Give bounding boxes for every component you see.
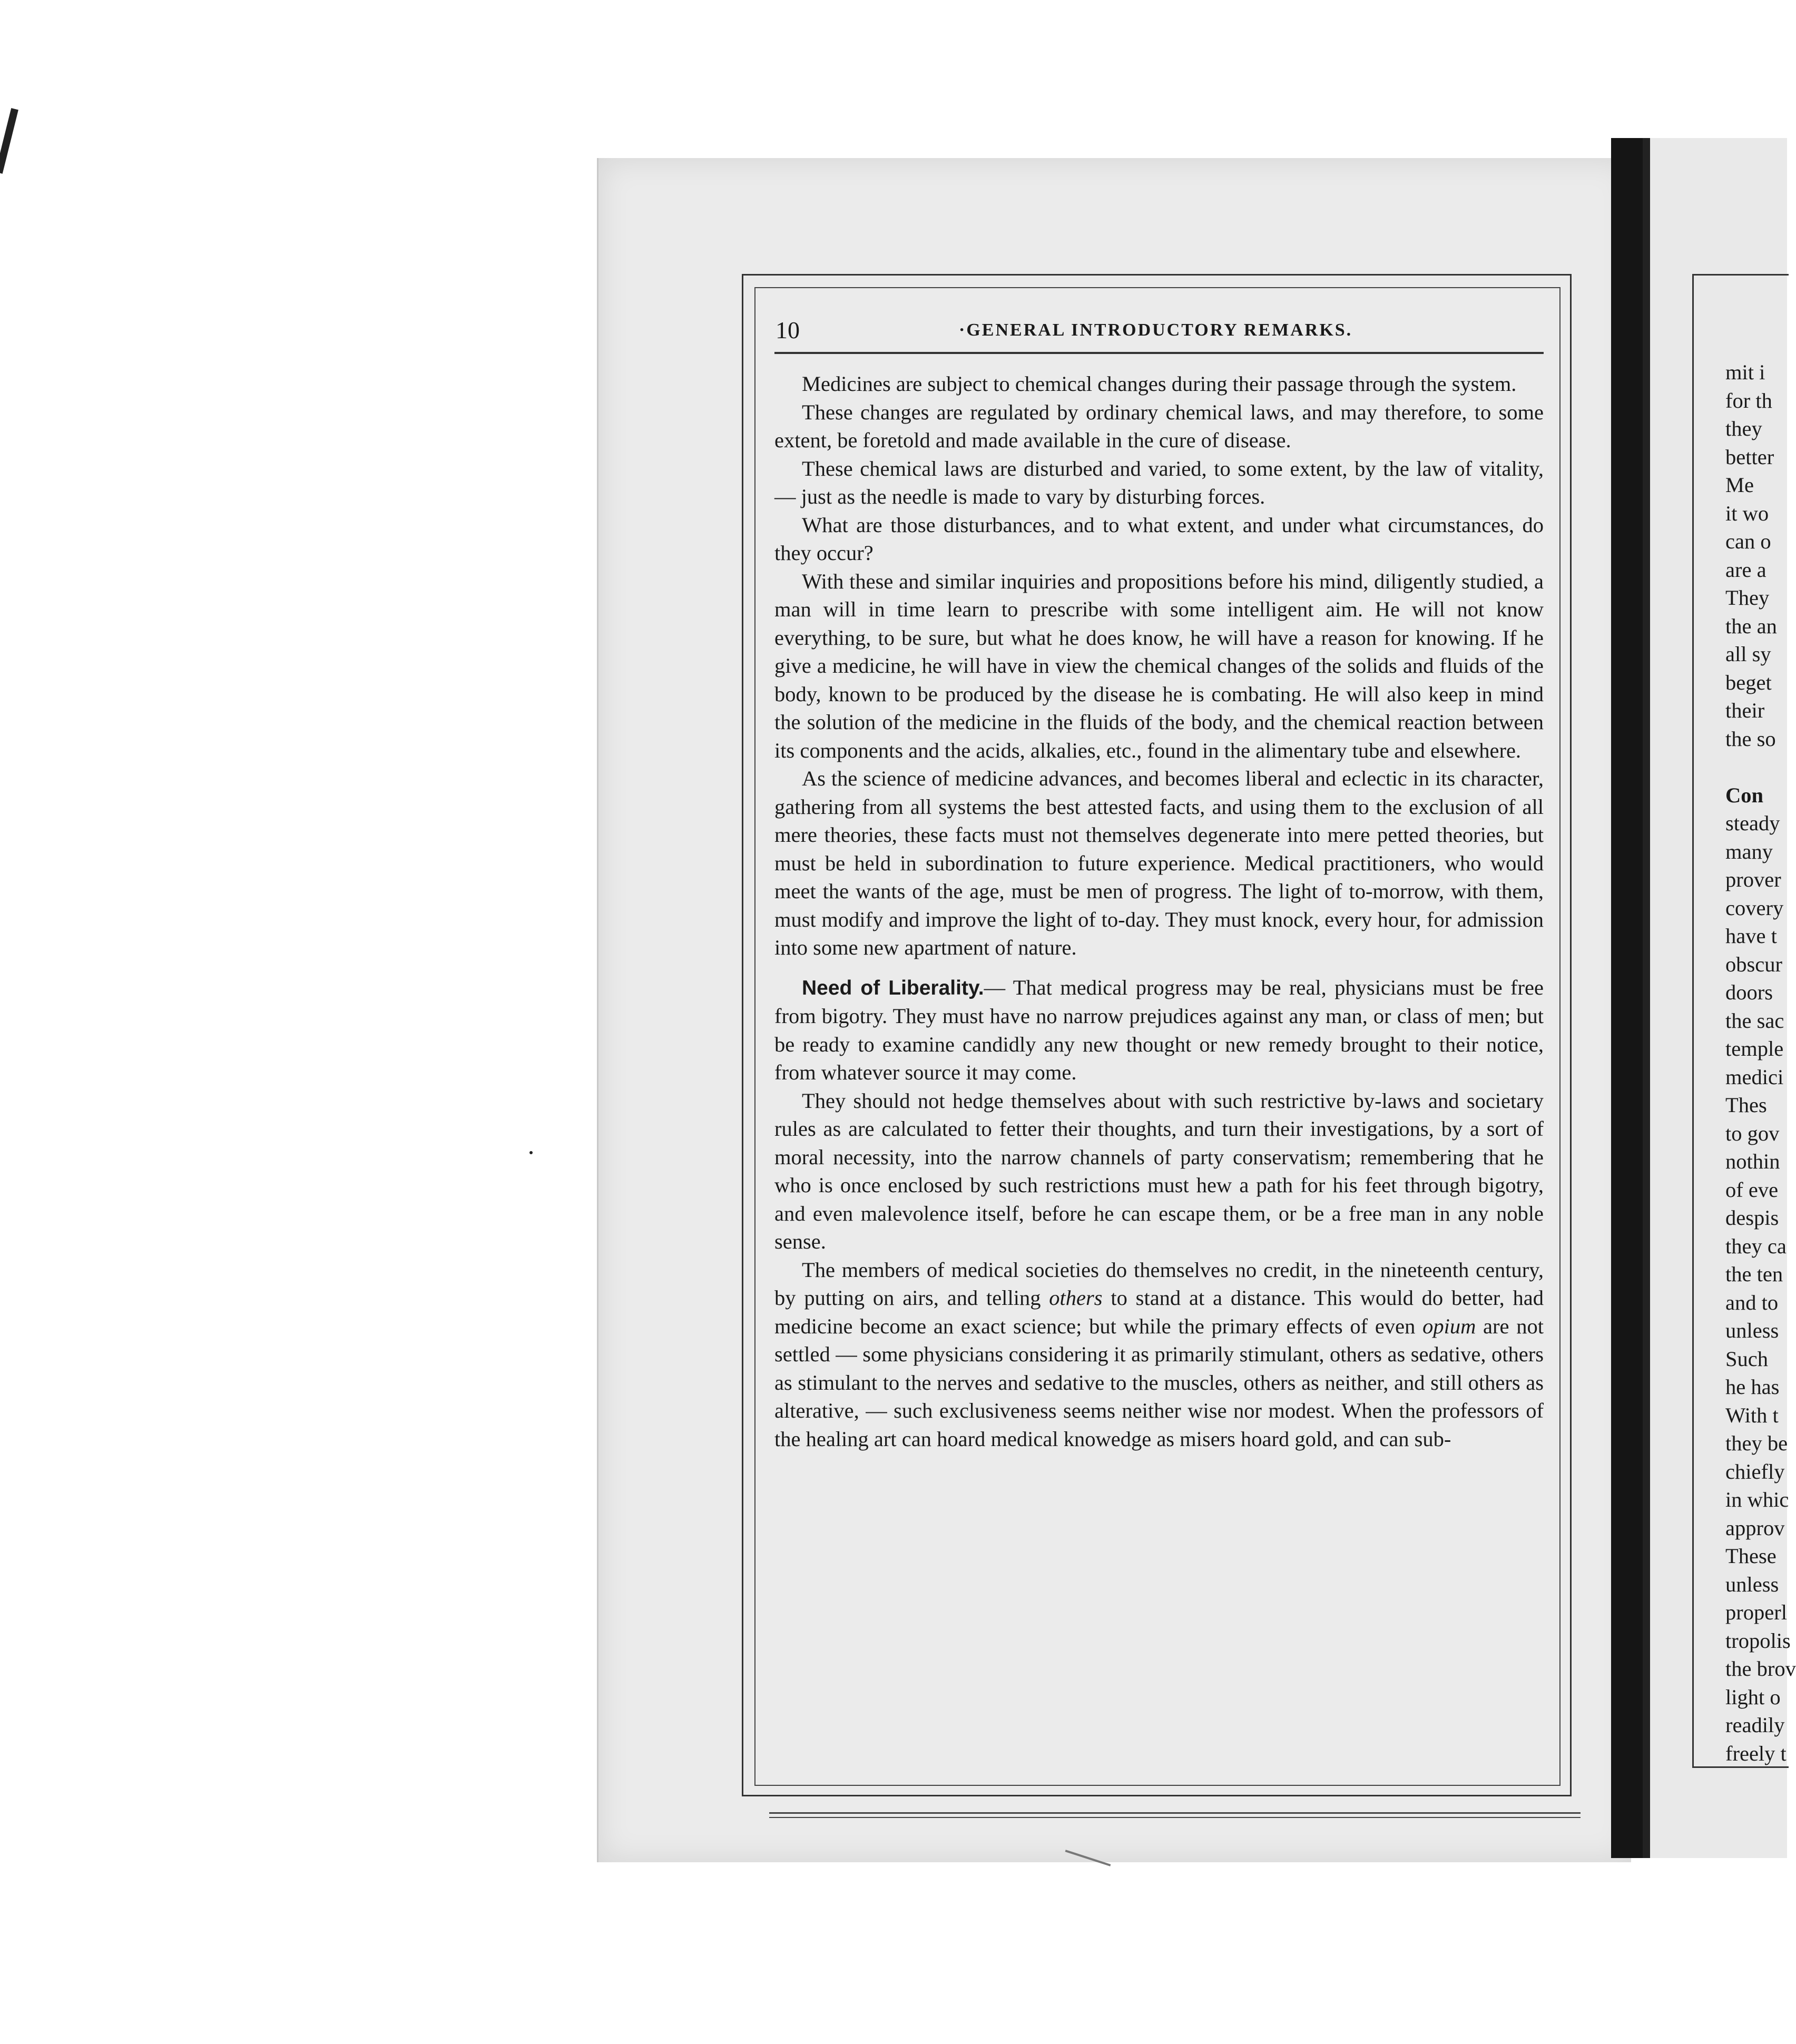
scan-speck [529,1151,533,1154]
right-page-line: of eve [1725,1177,1779,1202]
right-page-line: can o [1725,529,1771,553]
italic-word: opium [1422,1314,1476,1338]
right-page-line: covery [1725,896,1784,920]
page-number: 10 [776,317,800,343]
paragraph: As the science of medicine advances, and becomes liberal and eclectic in its character, gathering from all systems the best attested facts, and using them to the exclusion of all mere theories, these facts must not themselves degenerate into mere petted theories, but must be held in subordination to future experience. Medical practitioners, who would meet the wants of the age, must be men of progress. The light of to-morrow, with them, must modify and improve the light of to-day. They must knock, every hour, for admission into some new apartment of nature. [774,766,1544,959]
right-page-line: These [1725,1544,1777,1568]
paragraph: They should not hedge themselves about with such restrictive by-laws and societary rules as are calculated to fetter their thoughts, and turn their investigations, by a sort of moral necessity, into the narrow channels of party conservatism; remembering that he who is once enclosed by such restrictions must hew a path for his feet through bigotry, and even malevolence itself, before he can escape them, or be a free man in any noble sense. [774,1088,1544,1253]
right-page-line: are a [1725,557,1766,582]
section-text: — That medical progress may be real, physicians must be free from bigotry. They must have no narrow prejudices against any man, or class of men; but be ready to examine candidly any new thought or new remedy brought to their notice, from whatever source it may come. [774,975,1544,1084]
right-page-line: despis [1725,1206,1779,1230]
right-page-line: chiefly [1725,1459,1785,1483]
italic-word: others [1049,1286,1103,1310]
right-page-line: he has [1725,1375,1780,1399]
right-page-line: the an [1725,614,1777,638]
paragraph: These changes are regulated by ordinary chemical laws, and may therefore, to some extent, be foretold and made available in the cure of disease. [774,400,1544,452]
page-header [774,316,1544,348]
right-page-line: They [1725,586,1770,610]
right-page-line: unless [1725,1572,1779,1596]
right-page-line: the brov [1725,1657,1796,1681]
paragraph: With these and similar inquiries and propositions before his mind, diligently studied, a man will in time learn to prescribe with some intelligent aim. He will not know everything, to be sure, but what he does know, he will have a reason for knowing. If he give a medicine, he will have in view the chemical changes of the solids and fluids of the body, known to be produced by the disease he is combating. He will also keep in mind the solution of the medicine in the fluids of the body, and the chemical reaction between its components and the acids, alkalies, etc., found in the alimentary tube and elsewhere. [774,569,1544,762]
right-page-line [1725,753,1787,781]
right-page-line: they ca [1725,1234,1787,1258]
right-page-line: their [1725,699,1765,722]
right-page-line: Me [1725,473,1754,497]
right-page-line: steady [1725,811,1780,835]
paragraph: What are those disturbances, and to what extent, and under what circumstances, do they occur? [774,513,1544,565]
right-page-line: Thes [1725,1093,1767,1117]
right-page-line: readily [1725,1713,1785,1737]
right-page-line: tropolis [1725,1628,1791,1653]
right-page-line: for th [1725,388,1772,412]
right-page-text [1725,358,1796,1767]
header-rule [774,352,1544,354]
right-page-line: freely t [1725,1741,1787,1765]
right-page-line: and to [1725,1290,1779,1314]
right-page-line: temple [1725,1037,1784,1060]
body-text [774,370,1544,1453]
right-page-line: in whic [1725,1488,1789,1511]
paragraph: Medicines are subject to chemical changes during their passage through the system. [802,372,1517,396]
right-page-line: to gov [1725,1121,1780,1145]
right-page-line: the ten [1725,1262,1783,1286]
section-title: Need of Liberality. [802,976,984,999]
footer-rule [769,1812,1581,1818]
right-page-line: they [1725,417,1762,440]
right-page-line: have t [1725,924,1777,948]
right-page-line: they be [1725,1431,1788,1455]
right-page-line: Con [1725,783,1764,807]
right-page-line: the sac [1725,1008,1784,1033]
right-page-line: With t [1725,1403,1779,1427]
paragraph [774,1256,1544,1453]
right-page-line: nothin [1725,1149,1780,1173]
right-page-line: obscur [1725,952,1782,976]
text-run: to stand at a distance. This would do better, had medicine become an exact science; but while the primary effects of even [774,1286,1544,1338]
right-page-line: it wo [1725,501,1769,525]
text-run: The members of medical societies do themselves no credit, in the nineteenth century, by putting on airs, and telling [774,1257,1544,1310]
right-page-line: all sy [1725,642,1771,666]
running-head: ·GENERAL INTRODUCTORY REMARKS. [959,320,1353,340]
right-page-line: Such [1725,1347,1768,1371]
paragraph: These chemical laws are disturbed and varied, to some extent, by the law of vitality, — just as the needle is made to vary by disturbing forces. [774,456,1544,508]
right-page-line: many [1725,839,1773,863]
right-page-line: medici [1725,1065,1784,1089]
right-page-line: prover [1725,868,1781,891]
right-page-line: properl [1725,1600,1787,1624]
right-page-line: approv [1725,1516,1785,1540]
right-page-line: light o [1725,1685,1781,1709]
right-page-line: beget [1725,670,1772,694]
scan-mark [0,108,18,174]
right-page-line: unless [1725,1319,1779,1342]
right-page-line: better [1725,445,1774,469]
section-paragraph [774,974,1544,1087]
right-page-line: the so [1725,726,1776,751]
right-page-line: mit i [1725,360,1765,384]
text-run: are not settled — some physicians considering it as primarily stimulant, others as sedative, others as stimulant to the nerves and sedative to the muscles, others as neither, and still others as alterative, — such exclusiveness seems neither wise nor modest. When the professors of the healing art can hoard medical knowedge as misers hoard gold, and can sub- [774,1314,1544,1451]
right-page-line: doors [1725,980,1773,1004]
